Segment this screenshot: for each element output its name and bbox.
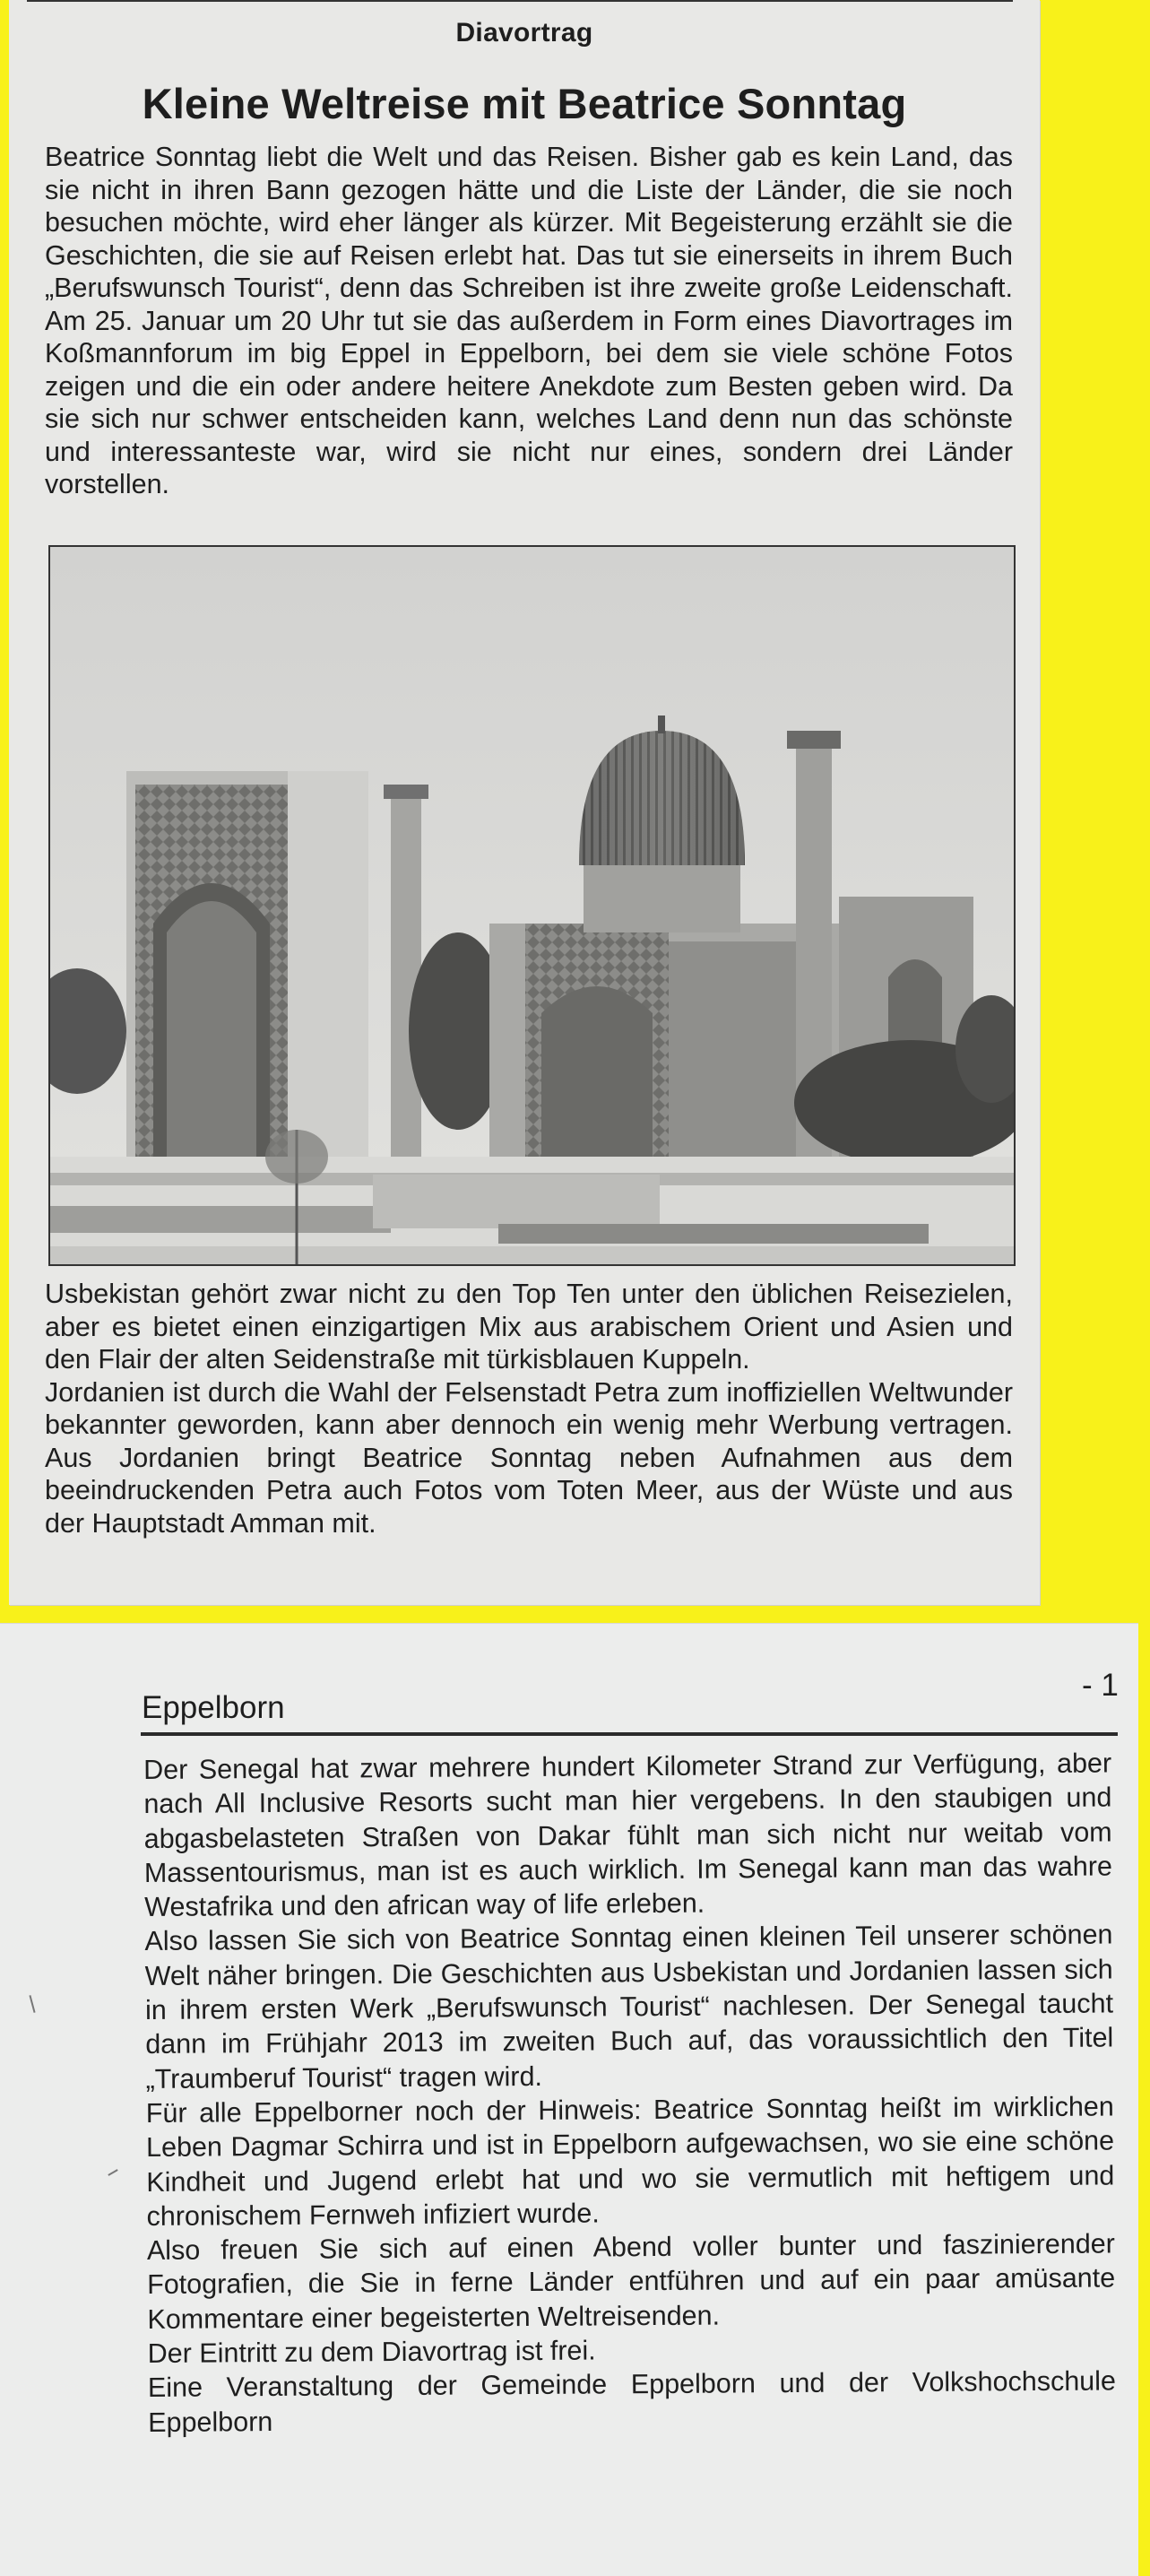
body-paragraph-senegal: Der Senegal hat zwar mehrere hundert Kilometer Strand zur Verfügung, aber nach All Inclusive Resorts sucht man hier vergebens. In den staubigen und abgasbelasteten Straßen von Dakar fühlt man sich nicht nur weitab vom Massentourismus, man ist es auch wirklich. Im Senegal kann man das wahre Westafrika und den african way of life erleben. — [143, 1748, 1113, 1923]
caption-paragraph-jordanien: Jordanien ist durch die Wahl der Felsenstadt Petra zum inoffiziellen Weltwunder bekannter geworden, kann aber dennoch ein wenig mehr Werbung vertragen. Aus Jordanien bringt Beatrice Sonntag neben Aufnahmen aus dem beeindruckenden Petra auch Fotos vom Toten Meer, aus der Wüste und aus der Hauptstadt Amman mit. — [45, 1376, 1013, 1539]
body-text — [143, 1746, 1117, 2560]
newspaper-clipping-top — [9, 0, 1040, 1605]
caption-paragraph-usbekistan: Usbekistan gehört zwar nicht zu den Top Ten unter den üblichen Reisezielen, aber es bietet einen einzigartigen Mix aus arabischem Orient und Asien und den Flair der alten Seidenstraße mit türkisblauen Kuppeln. — [45, 1279, 1013, 1375]
body-paragraph-evening: Also freuen Sie sich auf einen Abend voller bunter und faszinierender Fotografien, die Sie in ferne Länder entführen und auf ein paar amüsante Kommentare einer begeisterten Weltreisenden. — [146, 2228, 1116, 2335]
section-rule — [141, 1732, 1118, 1736]
mausoleum-photo — [48, 545, 1016, 1266]
kicker-label: Diavortrag — [455, 18, 593, 48]
caption-text — [45, 1278, 1013, 1587]
body-paragraph-hint: Für alle Eppelborner noch der Hinweis: Beatrice Sonntag heißt im wirklichen Leben Dagmar Schirra und ist in Eppelborn aufgewachsen, wo sie eine schöne Kindheit und Jugend erlebt hat und wo sie vermutlich mit heftigem und chronischem Fernweh infiziert wurde. — [145, 2091, 1115, 2232]
top-rule — [27, 0, 1013, 2]
body-paragraph-organizer: Eine Veranstaltung der Gemeinde Eppelborn und der Volkshochschule Eppelborn — [147, 2365, 1117, 2438]
section-label: Eppelborn — [142, 1690, 285, 1725]
body-paragraph-admission: Der Eintritt zu dem Diavortrag ist frei. — [147, 2335, 596, 2370]
page-number: - 1 — [1082, 1668, 1119, 1703]
intro-paragraph: Beatrice Sonntag liebt die Welt und das Reisen. Bisher gab es kein Land, das sie nicht in ihren Bann gezogen hätte und die Liste der Länder, die sie noch besuchen möchte, wird eher länger als kürzer. Mit Begeisterung erzählt sie die Geschichten, die sie auf Reisen erlebt hat. Das tut sie einerseits in ihrem Buch „Berufswunsch Tourist“, denn das Schreiben ist ihre zweite große Leidenschaft. Am 25. Januar um 20 Uhr tut sie das außerdem in Form eines Diavortrages im Koßmannforum im big Eppel in Eppelborn, bei dem sie viele schöne Fotos zeigen und die ein oder andere heitere Anekdote zum Besten geben wird. Da sie sich nur schwer entscheiden kann, welches Land denn nun das schönste und interessanteste war, wird sie nicht nur eines, sondern drei Länder vorstellen. — [45, 142, 1013, 499]
body-paragraph-books: Also lassen Sie sich von Beatrice Sonntag einen kleinen Teil unserer schönen Welt näher bringen. Die Geschichten aus Usbekistan und Jordanien lassen sich in ihrem ersten Werk „Berufswunsch Tourist“ nachlesen. Der Senegal taucht dann im Frühjahr 2013 im zweiten Buch auf, das voraussichtlich den Titel „Traumberuf Tourist“ tragen wird. — [144, 1919, 1114, 2095]
article-title: Kleine Weltreise mit Beatrice Sonntag — [142, 80, 907, 127]
